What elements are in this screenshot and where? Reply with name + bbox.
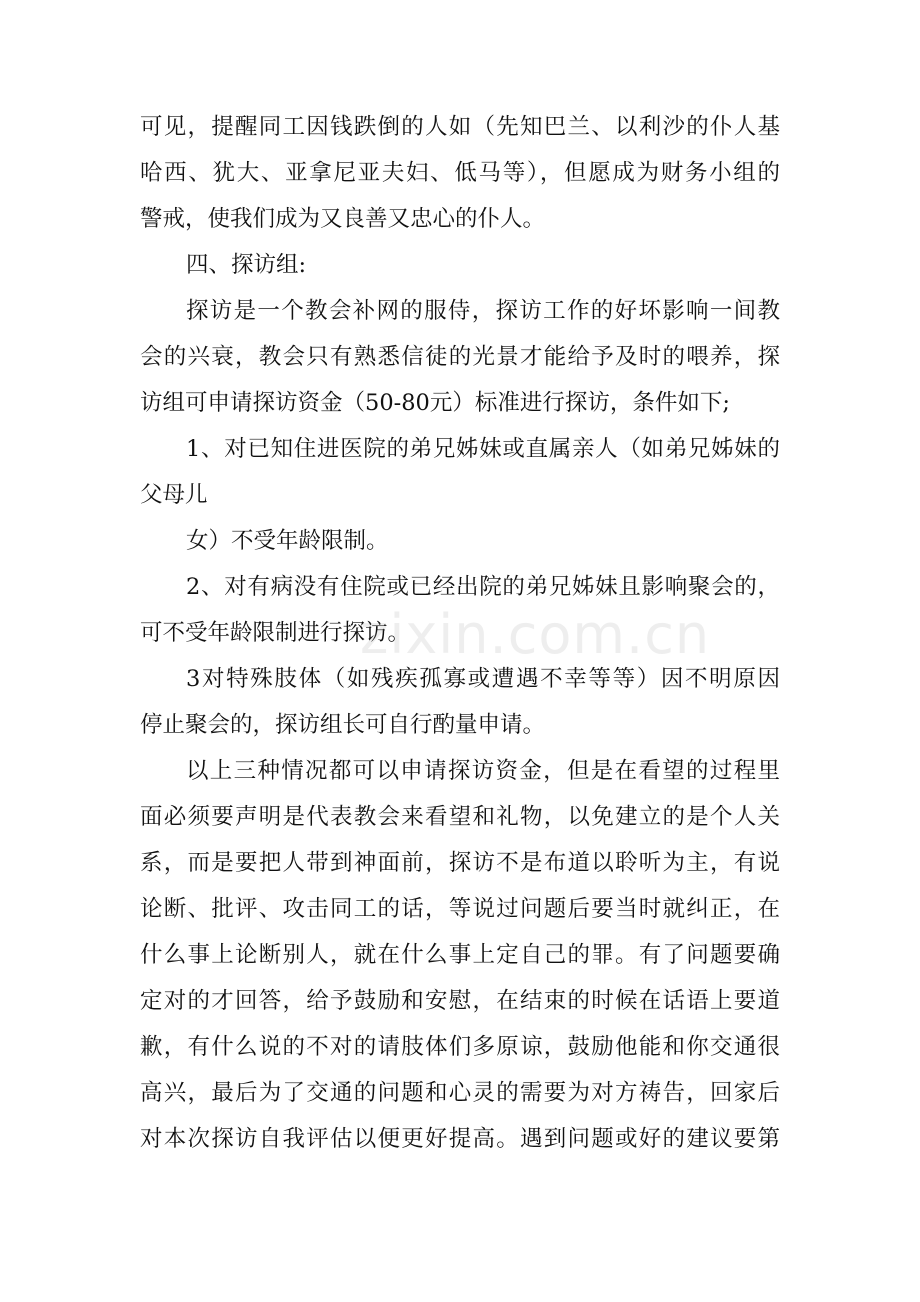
section-heading: 四、探访组: bbox=[186, 252, 307, 278]
text-line: 高兴，最后为了交通的问题和心灵的需要为对方祷告，回家后 bbox=[140, 1080, 780, 1106]
text-line: 面必须要声明是代表教会来看望和礼物，以免建立的是个人关 bbox=[140, 804, 780, 830]
text-line: 女）不受年龄限制。 bbox=[186, 528, 389, 554]
text-line: 哈西、犹大、亚拿尼亚夫妇、低马等），但愿成为财务小组的 bbox=[140, 160, 780, 186]
text-line: 2、对有病没有住院或已经出院的弟兄姊妹且影响聚会的， bbox=[186, 574, 780, 600]
text-line: 可见，提醒同工因钱跌倒的人如（先知巴兰、以利沙的仆人基 bbox=[140, 114, 780, 140]
text-line: 警戒，使我们成为又良善又忠心的仆人。 bbox=[140, 206, 546, 232]
text-line: 停止聚会的，探访组长可自行酌量申请。 bbox=[140, 712, 546, 738]
text-line: 系，而是要把人带到神面前，探访不是布道以聆听为主，有说 bbox=[140, 850, 780, 876]
text-line: 父母儿 bbox=[140, 482, 208, 508]
text-line: 可不受年龄限制进行探访。 bbox=[140, 620, 411, 646]
text-line: 3对特殊肢体（如残疾孤寡或遭遇不幸等等）因不明原因 bbox=[186, 666, 780, 692]
text-line: 歉，有什么说的不对的请肢体们多原谅，鼓励他能和你交通很 bbox=[140, 1034, 780, 1060]
text-line: 对本次探访自我评估以便更好提高。遇到问题或好的建议要第 bbox=[140, 1126, 780, 1152]
text-line: 访组可申请探访资金（50-80元）标准进行探访，条件如下; bbox=[140, 390, 730, 416]
text-line: 探访是一个教会补网的服侍，探访工作的好坏影响一间教 bbox=[186, 298, 780, 324]
text-line: 论断、批评、攻击同工的话，等说过问题后要当时就纠正，在 bbox=[140, 896, 780, 922]
watermark: zixin.com.cn bbox=[360, 603, 711, 666]
text-line: 什么事上论断别人，就在什么事上定自己的罪。有了问题要确 bbox=[140, 942, 780, 968]
document-body bbox=[140, 104, 780, 1162]
text-line: 以上三种情况都可以申请探访资金，但是在看望的过程里 bbox=[186, 758, 780, 784]
text-line: 1、对已知住进医院的弟兄姊妹或直属亲人（如弟兄姊妹的 bbox=[186, 436, 780, 462]
text-line: 定对的才回答，给予鼓励和安慰，在结束的时候在话语上要道 bbox=[140, 988, 780, 1014]
text-line: 会的兴衰，教会只有熟悉信徒的光景才能给予及时的喂养，探 bbox=[140, 344, 780, 370]
